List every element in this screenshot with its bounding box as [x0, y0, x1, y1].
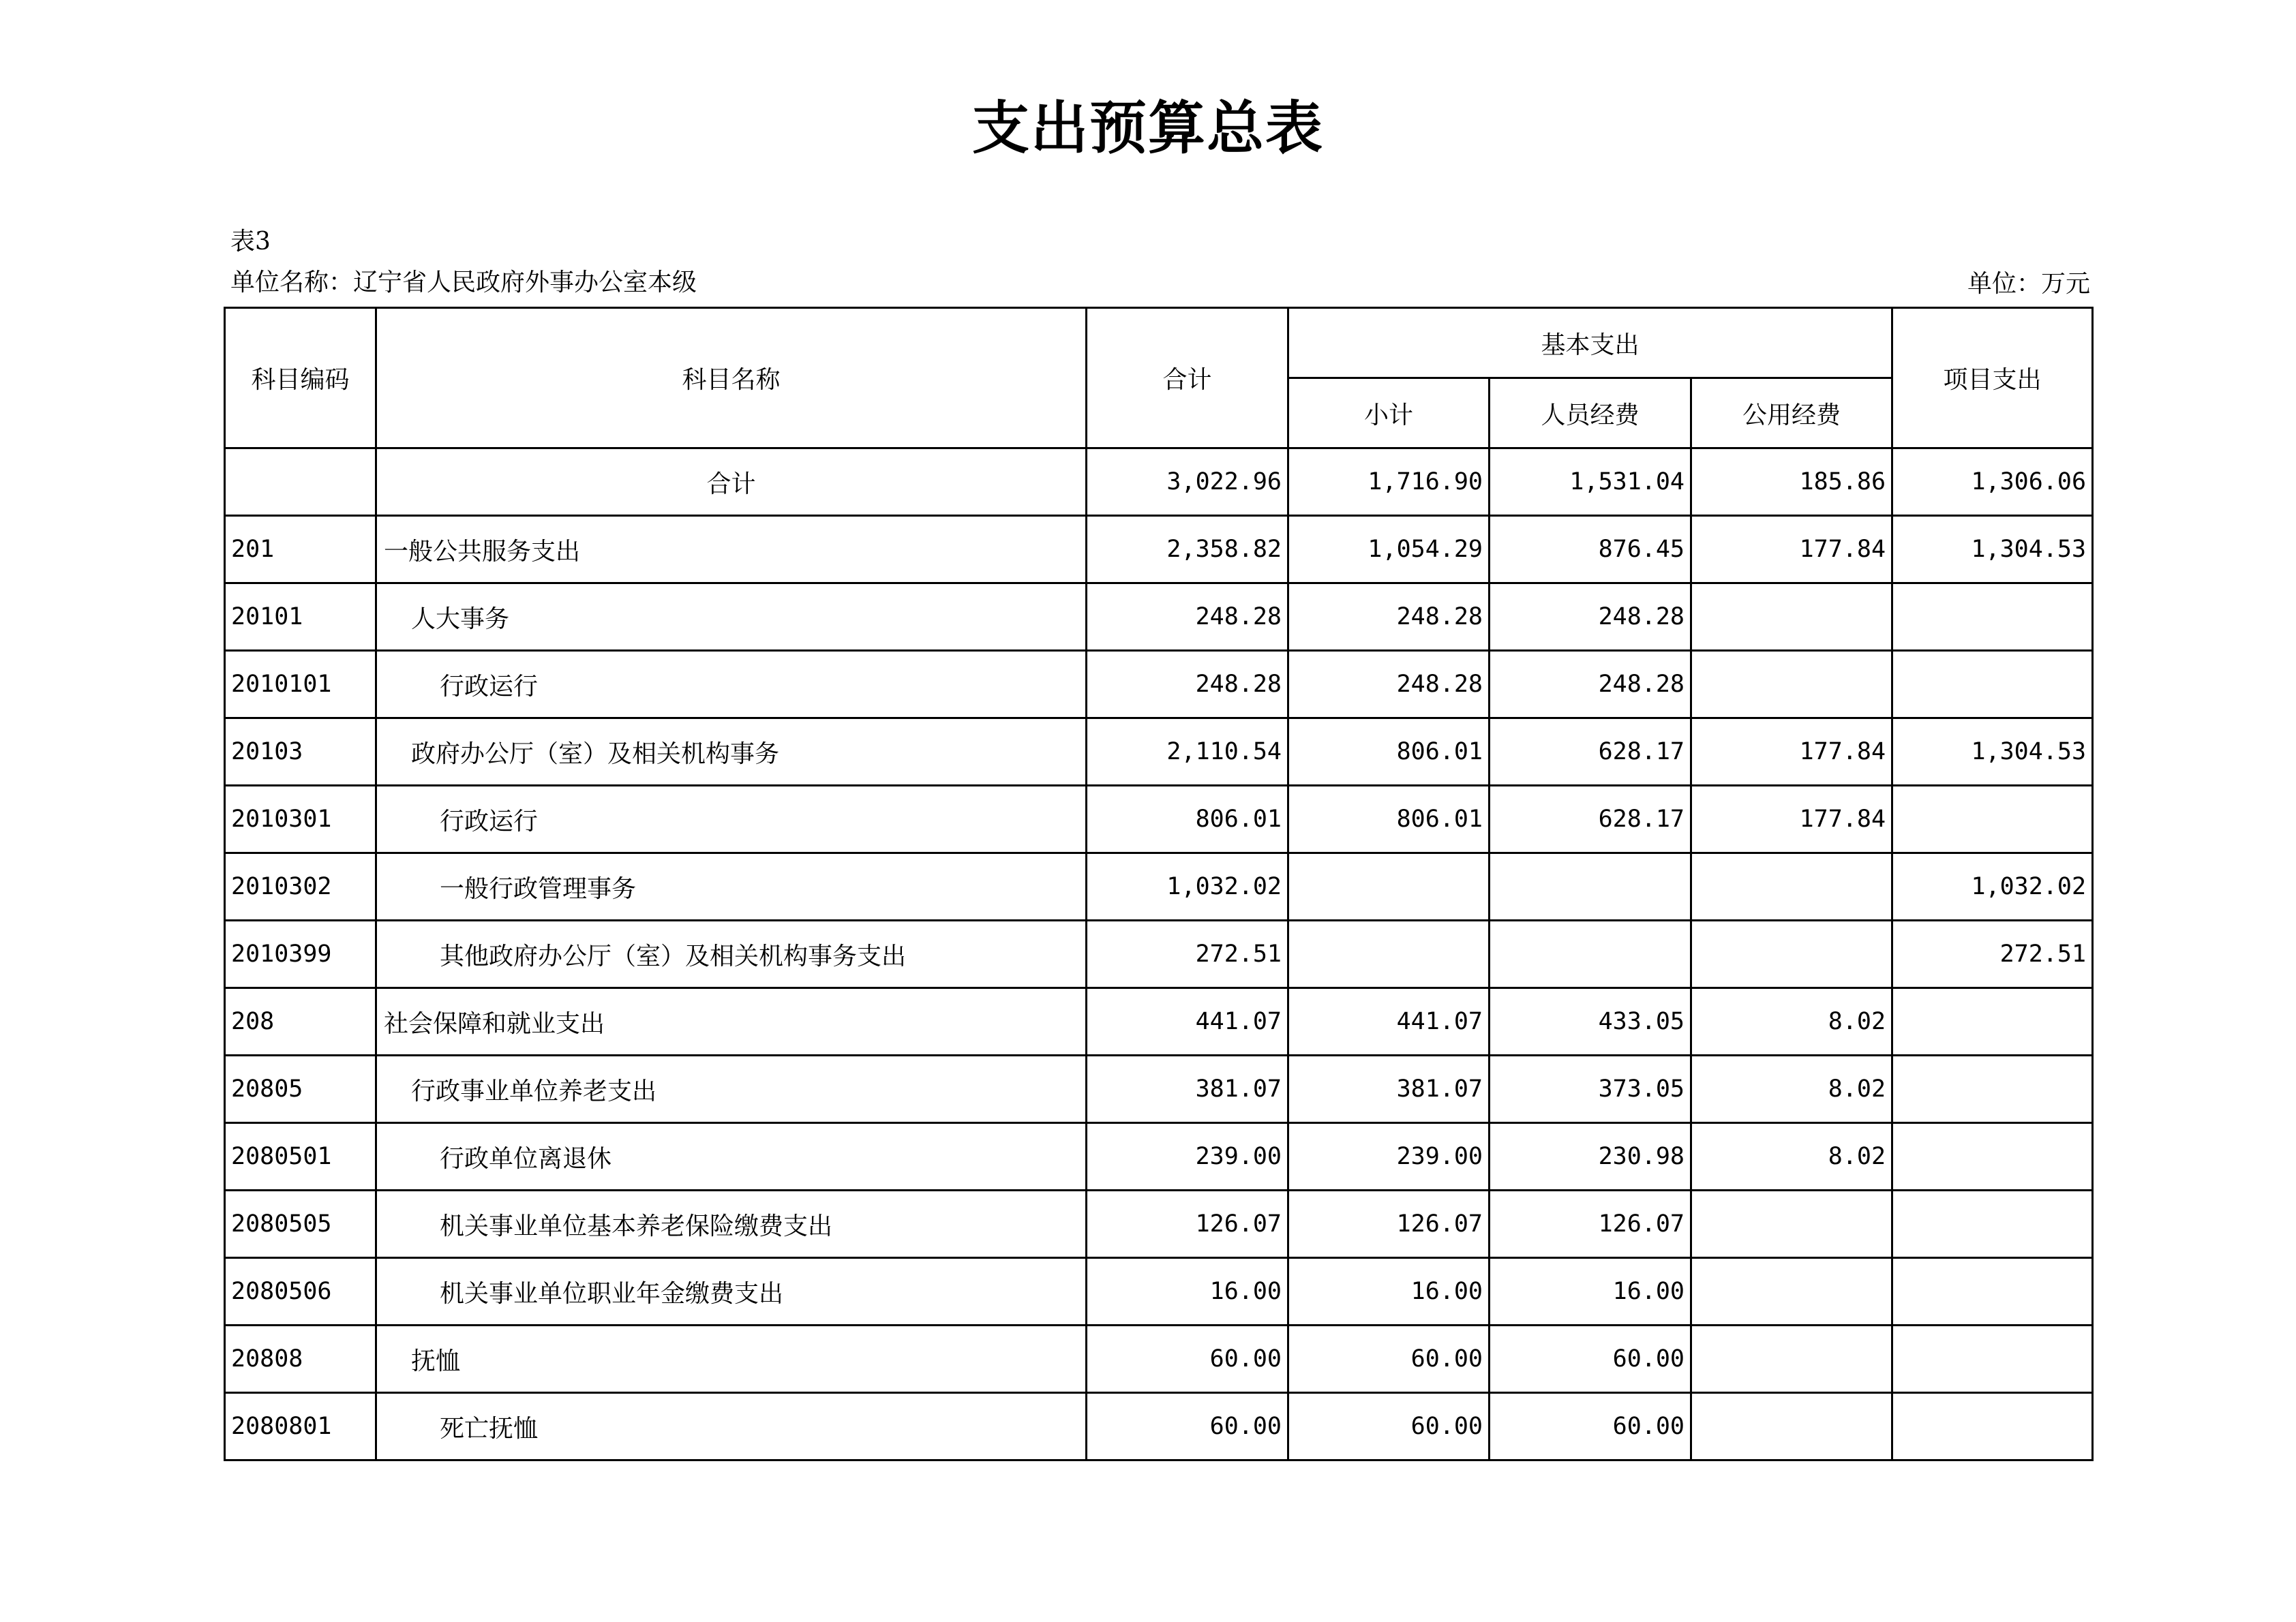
- row-public: [1691, 1258, 1892, 1326]
- row-code: 20101: [225, 583, 376, 651]
- unit-label: 单位：万元: [1967, 270, 2090, 298]
- row-total: 126.07: [1087, 1191, 1288, 1258]
- table-row: [225, 1123, 2093, 1191]
- row-name: 人大事务: [376, 583, 1087, 651]
- row-public: [1691, 651, 1892, 718]
- row-personnel: 876.45: [1490, 516, 1691, 583]
- table-row: [225, 1393, 2093, 1460]
- header-total: 合计: [1087, 308, 1288, 448]
- row-code: 2080501: [225, 1123, 376, 1191]
- table-row: [225, 853, 2093, 921]
- row-public: 177.84: [1691, 516, 1892, 583]
- row-personnel: 433.05: [1490, 988, 1691, 1056]
- row-total: 441.07: [1087, 988, 1288, 1056]
- row-name: 行政单位离退休: [376, 1123, 1087, 1191]
- row-project: [1892, 1191, 2093, 1258]
- row-public: [1691, 921, 1892, 988]
- row-name: 社会保障和就业支出: [376, 988, 1087, 1056]
- row-public: [1691, 583, 1892, 651]
- row-code: 2010101: [225, 651, 376, 718]
- row-subtotal: 806.01: [1288, 786, 1490, 853]
- row-code: 2010301: [225, 786, 376, 853]
- row-personnel: 373.05: [1490, 1056, 1691, 1123]
- row-project: 272.51: [1892, 921, 2093, 988]
- row-subtotal: 806.01: [1288, 718, 1490, 786]
- row-subtotal: 441.07: [1288, 988, 1490, 1056]
- row-code: 2080801: [225, 1393, 376, 1460]
- row-personnel: 60.00: [1490, 1326, 1691, 1393]
- row-public: [1691, 853, 1892, 921]
- row-project: 1,032.02: [1892, 853, 2093, 921]
- table-row: [225, 988, 2093, 1056]
- row-name: 行政运行: [376, 786, 1087, 853]
- row-personnel: [1490, 853, 1691, 921]
- table-row: [225, 1191, 2093, 1258]
- row-project: [1892, 1393, 2093, 1460]
- row-code: 2080505: [225, 1191, 376, 1258]
- row-project: 1,304.53: [1892, 718, 2093, 786]
- row-subtotal: 1,716.90: [1288, 448, 1490, 516]
- row-project: [1892, 583, 2093, 651]
- row-personnel: 628.17: [1490, 786, 1691, 853]
- row-name: 行政事业单位养老支出: [376, 1056, 1087, 1123]
- row-total: 806.01: [1087, 786, 1288, 853]
- row-personnel: 60.00: [1490, 1393, 1691, 1460]
- table-row: [225, 583, 2093, 651]
- row-total: 239.00: [1087, 1123, 1288, 1191]
- row-code: 2010399: [225, 921, 376, 988]
- row-name: 合计: [376, 448, 1087, 516]
- row-name: 抚恤: [376, 1326, 1087, 1393]
- row-subtotal: [1288, 853, 1490, 921]
- row-personnel: 16.00: [1490, 1258, 1691, 1326]
- unit-name: 单位名称：辽宁省人民政府外事办公室本级: [230, 269, 697, 296]
- table-row: [225, 921, 2093, 988]
- row-total: 2,110.54: [1087, 718, 1288, 786]
- row-total: 3,022.96: [1087, 448, 1288, 516]
- row-total: 60.00: [1087, 1393, 1288, 1460]
- row-total: 248.28: [1087, 651, 1288, 718]
- page-title: 支出预算总表: [971, 95, 1324, 162]
- table-row: [225, 516, 2093, 583]
- row-project: [1892, 786, 2093, 853]
- row-project: [1892, 988, 2093, 1056]
- table-row: [225, 786, 2093, 853]
- row-project: [1892, 1326, 2093, 1393]
- row-total: 60.00: [1087, 1326, 1288, 1393]
- budget-table: [224, 307, 2094, 1461]
- row-public: 8.02: [1691, 1056, 1892, 1123]
- row-code: 208: [225, 988, 376, 1056]
- row-project: [1892, 651, 2093, 718]
- table-row: [225, 1326, 2093, 1393]
- row-project: [1892, 1123, 2093, 1191]
- row-personnel: 126.07: [1490, 1191, 1691, 1258]
- row-total: 1,032.02: [1087, 853, 1288, 921]
- row-project: 1,304.53: [1892, 516, 2093, 583]
- table-row: [225, 1056, 2093, 1123]
- row-subtotal: 248.28: [1288, 583, 1490, 651]
- row-personnel: 230.98: [1490, 1123, 1691, 1191]
- table-row: [225, 718, 2093, 786]
- row-name: 其他政府办公厅（室）及相关机构事务支出: [376, 921, 1087, 988]
- row-personnel: 1,531.04: [1490, 448, 1691, 516]
- row-total: 248.28: [1087, 583, 1288, 651]
- row-project: 1,306.06: [1892, 448, 2093, 516]
- row-total: 2,358.82: [1087, 516, 1288, 583]
- row-name: 一般行政管理事务: [376, 853, 1087, 921]
- row-personnel: 248.28: [1490, 583, 1691, 651]
- table-row: [225, 448, 2093, 516]
- row-total: 381.07: [1087, 1056, 1288, 1123]
- row-code: 2080506: [225, 1258, 376, 1326]
- row-public: 8.02: [1691, 988, 1892, 1056]
- row-code: 2010302: [225, 853, 376, 921]
- row-total: 16.00: [1087, 1258, 1288, 1326]
- header-basic: 基本支出: [1288, 308, 1892, 378]
- row-public: 8.02: [1691, 1123, 1892, 1191]
- row-project: [1892, 1056, 2093, 1123]
- row-name: 一般公共服务支出: [376, 516, 1087, 583]
- row-code: 20808: [225, 1326, 376, 1393]
- row-subtotal: 239.00: [1288, 1123, 1490, 1191]
- row-subtotal: 126.07: [1288, 1191, 1490, 1258]
- header-personnel: 人员经费: [1490, 378, 1691, 448]
- row-name: 行政运行: [376, 651, 1087, 718]
- row-subtotal: 248.28: [1288, 651, 1490, 718]
- header-public: 公用经费: [1691, 378, 1892, 448]
- row-public: 177.84: [1691, 718, 1892, 786]
- header-project: 项目支出: [1892, 308, 2093, 448]
- row-subtotal: 60.00: [1288, 1326, 1490, 1393]
- row-public: [1691, 1393, 1892, 1460]
- row-code: 20805: [225, 1056, 376, 1123]
- row-public: [1691, 1191, 1892, 1258]
- row-name: 机关事业单位职业年金缴费支出: [376, 1258, 1087, 1326]
- row-total: 272.51: [1087, 921, 1288, 988]
- row-personnel: 248.28: [1490, 651, 1691, 718]
- row-name: 机关事业单位基本养老保险缴费支出: [376, 1191, 1087, 1258]
- row-public: 185.86: [1691, 448, 1892, 516]
- row-subtotal: [1288, 921, 1490, 988]
- table-number: 表3: [230, 228, 271, 256]
- row-code: 20103: [225, 718, 376, 786]
- header-code: 科目编码: [225, 308, 376, 448]
- table-row: [225, 651, 2093, 718]
- row-subtotal: 60.00: [1288, 1393, 1490, 1460]
- row-project: [1892, 1258, 2093, 1326]
- row-public: [1691, 1326, 1892, 1393]
- row-personnel: 628.17: [1490, 718, 1691, 786]
- row-public: 177.84: [1691, 786, 1892, 853]
- row-code: [225, 448, 376, 516]
- row-code: 201: [225, 516, 376, 583]
- row-subtotal: 1,054.29: [1288, 516, 1490, 583]
- row-name: 死亡抚恤: [376, 1393, 1087, 1460]
- table-row: [225, 1258, 2093, 1326]
- row-personnel: [1490, 921, 1691, 988]
- row-subtotal: 381.07: [1288, 1056, 1490, 1123]
- header-subtotal: 小计: [1288, 378, 1490, 448]
- row-name: 政府办公厅（室）及相关机构事务: [376, 718, 1087, 786]
- row-subtotal: 16.00: [1288, 1258, 1490, 1326]
- header-name: 科目名称: [376, 308, 1087, 448]
